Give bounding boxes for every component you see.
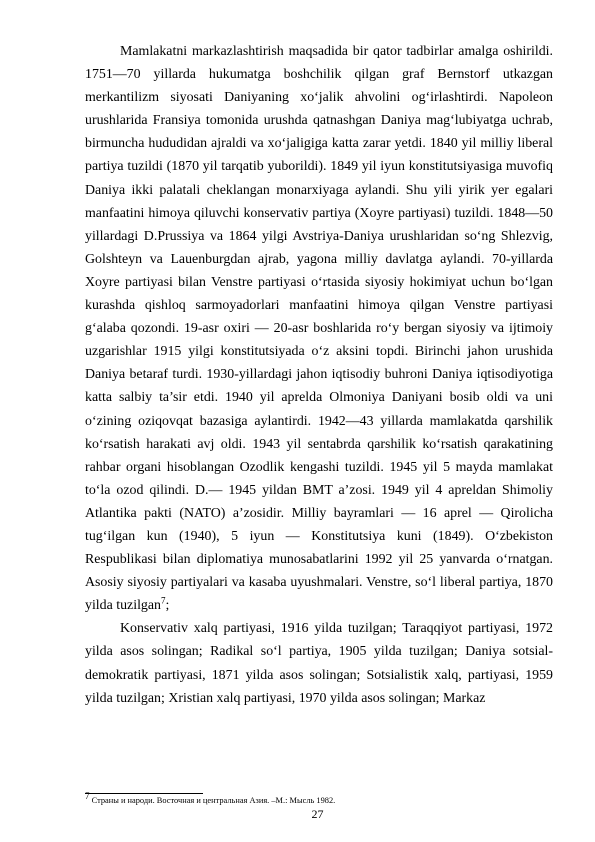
paragraph-1-text: Mamlakatni markazlashtirish maqsadida bir qator tadbirlar amalga oshirildi. 1751—70 yillarda hukumatga boshchilik qilgan graf Bernstorf utkazgan merkantilizm siyosati Daniyaning xo‘jalik ahvolini og‘irlashtirdi. Napoleon urushlarida Fransiya tomonida urushda qatnashgan Daniya mag‘lubiyatga uchrab, birmuncha hududidan ajraldi va xo‘jaligiga katta zarar yetdi. 1840 yil milliy liberal partiya tuzildi (1870 yil tarqatib yuborildi). 1849 yil iyun konstitutsiyasiga muvofiq Daniya ikki palatali cheklangan monarxiyaga aylandi. Shu yili yirik yer egalari manfaatini himoya qiluvchi konservativ partiya (Xoyre partiyasi) tuzildi. 1848—50 yillardagi D.Prussiya va 1864 yilgi Avstriya-Daniya urushlaridan so‘ng Shlezvig, Golshteyn va Lauenburgdan ajrab, yagona milliy davlatga aylandi. 70-yillarda Xoyre partiyasi bilan Venstre partiyasi o‘rtasida siyosiy hokimiyat uchun bo‘lgan kurashda qishloq sarmoyadorlari manfaatini himoya qilgan Venstre partiyasi g‘alaba qozondi. 19-asr oxiri — 20-asr boshlarida ro‘y bergan siyosiy va ijtimoiy uzgarishlar 1915 yilgi konstitutsiyada o‘z aksini topdi. Birinchi jahon urushida Daniya betaraf turdi. 1930-yillardagi jahon iqtisodiy buhroni Daniya iqtisodiyotiga katta salbiy ta’sir etdi. 1940 yil aprelda Olmoniya Daniyani bosib oldi va uni o‘zining oziqovqat bazasiga aylantirdi. 1942—43 yillarda mamlakatda qarshilik ko‘rsatish harakati avj oldi. 1943 yil sentabrda qarshilik ko‘rsatish qarakatining rahbar organi hisoblangan Ozodlik kengashi tuzildi. 1945 yil 5 mayda mamlakat to‘la ozod qilindi. D.— 1945 yildan BMT a’zosi. 1949 yil 4 apreldan Shimoliy Atlantika pakti (NATO) a’zosidir. Milliy bayramlari — 16 aprel — Qirolicha tug‘ilgan kun (1940), 5 iyun — Konstitutsiya kuni (1849). O‘zbekiston Respublikasi bilan diplomatiya munosabatlarini 1992 yil 25 yanvarda o‘rnatgan. Asosiy siyosiy partiyalari va kasaba uyushmalari. Venstre, so‘l liberal partiya, 1870 yilda tuzilgan [85,44,553,614]
footnote-divider [85,793,203,794]
paragraph-2-text: Konservativ xalq partiyasi, 1916 yilda tuzilgan; Taraqqiyot partiyasi, 1972 yilda asos solingan; Radikal so‘l partiya, 1905 yilda tuzilgan; Daniya sotsial-demokratik partiyasi, 1871 yilda asos solingan; Sotsialistik xalq, partiyasi, 1959 yilda tuzilgan; Xristian xalq partiyasi, 1970 yilda asos solingan; Markaz [85,621,553,706]
paragraph-1 [85,40,553,617]
body-text [85,40,553,710]
footnote-text: Страны и народи. Восточная и центральная Азия. –М.: Мысль 1982. [89,796,336,805]
footnote [85,791,553,806]
paragraph-1-tail: ; [165,598,170,614]
footnote-number: 7 [85,791,90,802]
page-number: 27 [311,807,324,821]
paragraph-2 [85,617,553,709]
footnote-reference[interactable]: 7 [161,595,166,606]
